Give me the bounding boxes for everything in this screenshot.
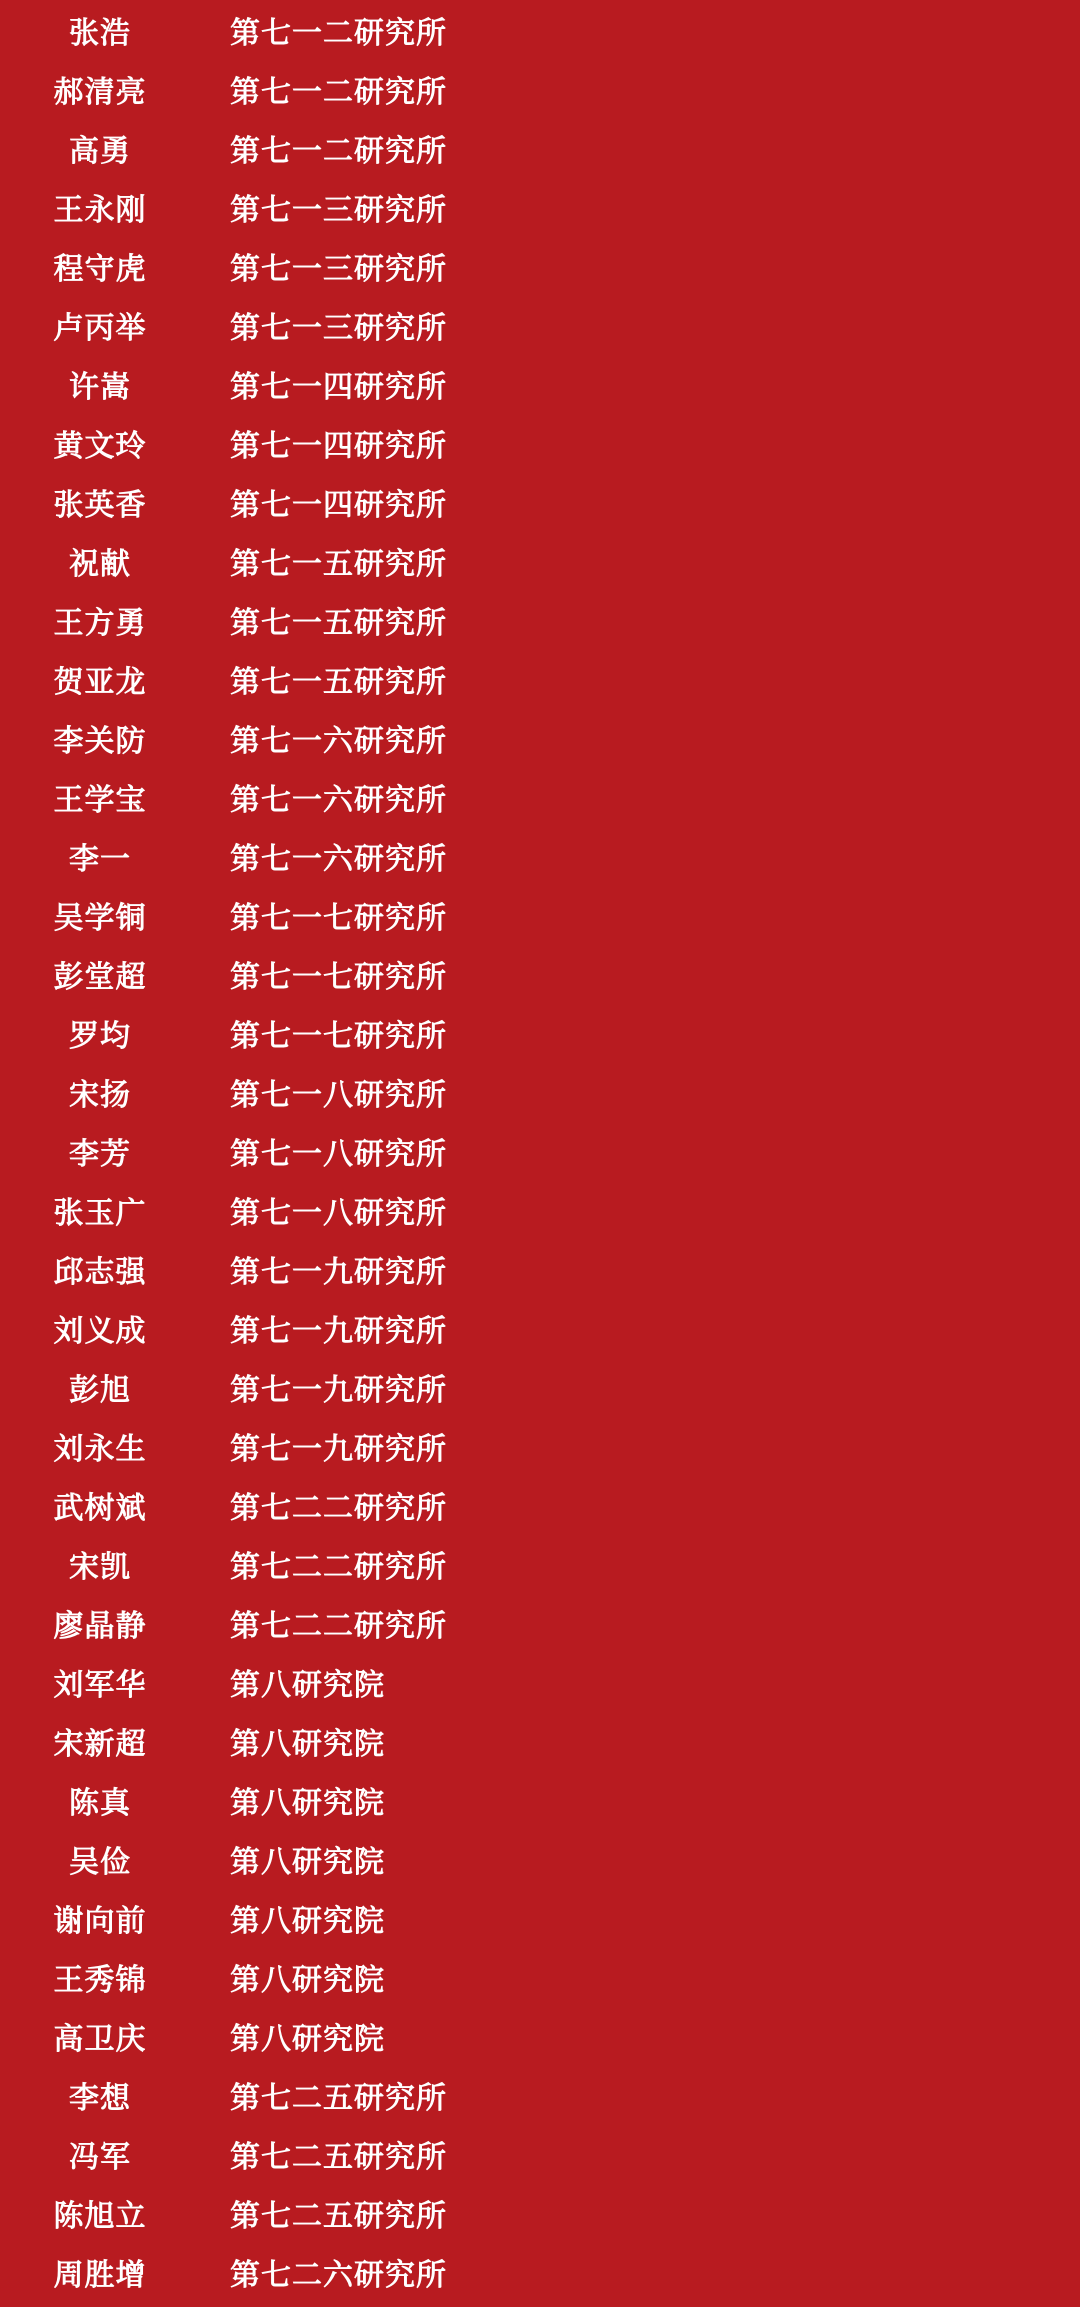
person-unit: 第七一二研究所	[230, 15, 447, 51]
person-name: 卢丙举	[53, 310, 147, 346]
person-unit: 第七二五研究所	[230, 2080, 447, 2116]
roster-row	[0, 767, 1080, 826]
person-name: 刘军华	[53, 1667, 147, 1703]
person-name: 刘义成	[53, 1313, 147, 1349]
person-name: 罗均	[69, 1018, 131, 1054]
roster-row	[0, 0, 1080, 59]
person-unit: 第七二二研究所	[230, 1490, 447, 1526]
person-unit: 第七一七研究所	[230, 900, 447, 936]
roster-row	[0, 2065, 1080, 2124]
person-unit: 第八研究院	[230, 1844, 385, 1880]
roster-row	[0, 1888, 1080, 1947]
roster-row	[0, 2006, 1080, 2065]
roster-row	[0, 2183, 1080, 2242]
person-unit: 第八研究院	[230, 2021, 385, 2057]
roster-row	[0, 1416, 1080, 1475]
person-name: 李一	[69, 841, 131, 877]
roster-row	[0, 354, 1080, 413]
roster-row	[0, 885, 1080, 944]
person-unit: 第七一九研究所	[230, 1254, 447, 1290]
person-name: 谢向前	[53, 1903, 147, 1939]
roster-row	[0, 1062, 1080, 1121]
person-unit: 第七一五研究所	[230, 546, 447, 582]
person-unit: 第七一六研究所	[230, 841, 447, 877]
person-name: 冯军	[69, 2139, 131, 2175]
person-unit: 第七一九研究所	[230, 1431, 447, 1467]
person-unit: 第七二六研究所	[230, 2257, 447, 2293]
roster-row	[0, 1357, 1080, 1416]
roster-row	[0, 1829, 1080, 1888]
person-unit: 第七一九研究所	[230, 1372, 447, 1408]
person-unit: 第七一四研究所	[230, 487, 447, 523]
person-unit: 第七二五研究所	[230, 2139, 447, 2175]
roster-row	[0, 472, 1080, 531]
roster-row	[0, 826, 1080, 885]
person-unit: 第八研究院	[230, 1785, 385, 1821]
person-name: 彭堂超	[53, 959, 147, 995]
roster-row	[0, 2242, 1080, 2301]
person-name: 郝清亮	[53, 74, 147, 110]
roster-row	[0, 1593, 1080, 1652]
roster-row	[0, 236, 1080, 295]
person-unit: 第七一八研究所	[230, 1077, 447, 1113]
person-name: 王秀锦	[53, 1962, 147, 1998]
person-unit: 第八研究院	[230, 1962, 385, 1998]
person-name: 陈旭立	[53, 2198, 147, 2234]
person-unit: 第七一八研究所	[230, 1136, 447, 1172]
roster-row	[0, 944, 1080, 1003]
person-name: 高勇	[69, 133, 131, 169]
person-name: 张浩	[69, 15, 131, 51]
person-name: 宋凯	[69, 1549, 131, 1585]
person-unit: 第七一五研究所	[230, 664, 447, 700]
roster-row	[0, 590, 1080, 649]
person-unit: 第八研究院	[230, 1903, 385, 1939]
person-name: 彭旭	[69, 1372, 131, 1408]
roster-row	[0, 1475, 1080, 1534]
person-unit: 第七一二研究所	[230, 74, 447, 110]
person-unit: 第七二二研究所	[230, 1608, 447, 1644]
roster-row	[0, 1770, 1080, 1829]
person-unit: 第七二二研究所	[230, 1549, 447, 1585]
person-unit: 第七一二研究所	[230, 133, 447, 169]
person-unit: 第七一七研究所	[230, 1018, 447, 1054]
person-name: 祝献	[69, 546, 131, 582]
person-name: 廖晶静	[53, 1608, 147, 1644]
person-name: 武树斌	[53, 1490, 147, 1526]
person-name: 许嵩	[69, 369, 131, 405]
person-unit: 第七一五研究所	[230, 605, 447, 641]
roster-row	[0, 1180, 1080, 1239]
person-unit: 第七一六研究所	[230, 723, 447, 759]
roster-row	[0, 1534, 1080, 1593]
person-unit: 第七二五研究所	[230, 2198, 447, 2234]
roster-row	[0, 708, 1080, 767]
person-name: 张玉广	[53, 1195, 147, 1231]
roster-row	[0, 1239, 1080, 1298]
person-name: 李关防	[53, 723, 147, 759]
person-unit: 第八研究院	[230, 1726, 385, 1762]
person-name: 王永刚	[53, 192, 147, 228]
person-unit: 第七一八研究所	[230, 1195, 447, 1231]
person-unit: 第八研究院	[230, 1667, 385, 1703]
roster-row	[0, 1947, 1080, 2006]
roster-row	[0, 531, 1080, 590]
roster-row	[0, 649, 1080, 708]
person-name: 宋扬	[69, 1077, 131, 1113]
person-name: 黄文玲	[53, 428, 147, 464]
person-name: 陈真	[69, 1785, 131, 1821]
person-unit: 第七一四研究所	[230, 428, 447, 464]
roster-row	[0, 59, 1080, 118]
person-name: 吴俭	[69, 1844, 131, 1880]
person-name: 张英香	[53, 487, 147, 523]
roster-row	[0, 177, 1080, 236]
person-name: 宋新超	[53, 1726, 147, 1762]
person-unit: 第七一七研究所	[230, 959, 447, 995]
person-unit: 第七一六研究所	[230, 782, 447, 818]
person-name: 刘永生	[53, 1431, 147, 1467]
roster-row	[0, 1298, 1080, 1357]
person-name: 程守虎	[53, 251, 147, 287]
person-name: 李想	[69, 2080, 131, 2116]
person-name: 李芳	[69, 1136, 131, 1172]
roster-row	[0, 1652, 1080, 1711]
roster-row	[0, 1003, 1080, 1062]
roster-row	[0, 118, 1080, 177]
roster-row	[0, 295, 1080, 354]
roster-row	[0, 2124, 1080, 2183]
roster-row	[0, 1711, 1080, 1770]
person-name: 高卫庆	[53, 2021, 147, 2057]
person-unit: 第七一四研究所	[230, 369, 447, 405]
person-unit: 第七一三研究所	[230, 192, 447, 228]
person-name: 邱志强	[53, 1254, 147, 1290]
person-unit: 第七一三研究所	[230, 310, 447, 346]
roster-row	[0, 413, 1080, 472]
person-name: 吴学铜	[53, 900, 147, 936]
person-name: 王学宝	[53, 782, 147, 818]
person-unit: 第七一九研究所	[230, 1313, 447, 1349]
person-name: 贺亚龙	[53, 664, 147, 700]
person-name: 周胜增	[53, 2257, 147, 2293]
roster-row	[0, 1121, 1080, 1180]
person-unit: 第七一三研究所	[230, 251, 447, 287]
person-name: 王方勇	[53, 605, 147, 641]
